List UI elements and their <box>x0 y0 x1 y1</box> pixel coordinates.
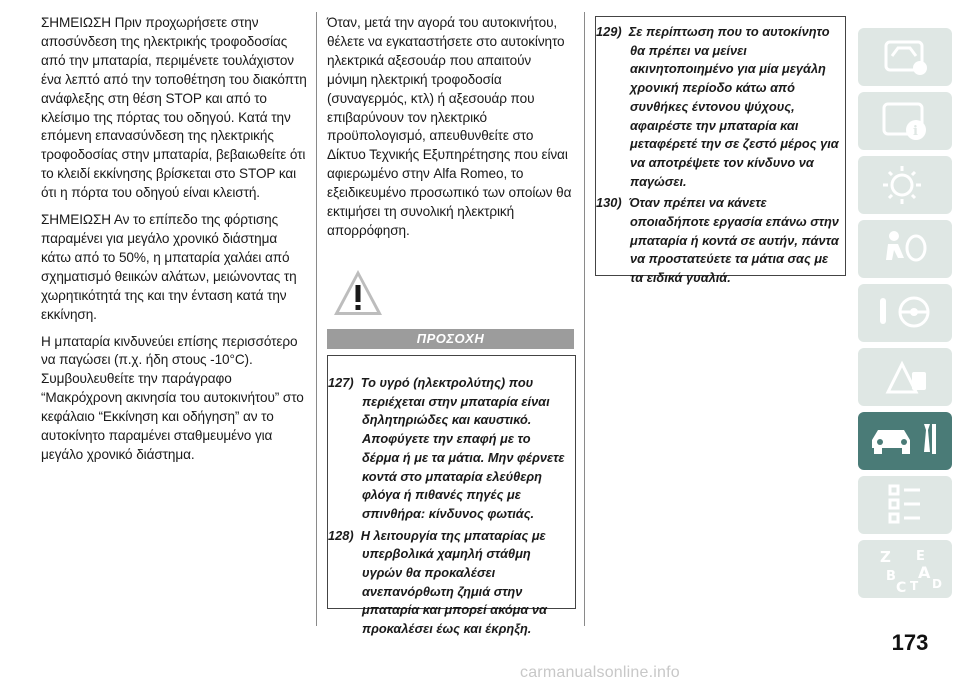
middle-text-column <box>327 14 574 249</box>
airbag-safety-icon <box>858 220 952 278</box>
left-text-column <box>41 14 309 473</box>
car-maintenance-icon <box>858 412 952 470</box>
note-text: Η λειτουργία της μπαταρίας με υπερβολικά χαμηλή στάθμη υγρών θα προκαλέσει ανεπανόρθωτη ζημιά στην μπαταρία και μπορεί ακόμα να προκαλέσει έως και έκρηξη. <box>360 527 547 637</box>
sidebar-tab-lights[interactable] <box>858 156 952 214</box>
warning-box <box>327 355 576 637</box>
sidebar-tab-dashboard[interactable] <box>858 92 952 150</box>
column-divider <box>316 12 317 626</box>
svg-text:E: E <box>916 549 925 564</box>
car-info-icon <box>858 28 952 86</box>
paragraph-freezing: Η μπαταρία κινδυνεύει επίσης περισσότερο να παγώσει (π.χ. ήδη στους -10°C). Συμβουλευθείτε την παράγραφο “Μακρόχρονη ακινησία του αυτοκινήτου” στο κεφάλαιο “Εκκίνηση και οδήγηση” αν το αυτοκίνητο παραμένει σταθμευμένο για μεγάλο χρονικό διάστημα. <box>41 333 304 462</box>
sidebar-tab-safety[interactable] <box>858 220 952 278</box>
note-text: Όταν πρέπει να κάνετε οποιαδήποτε εργασία επάνω στην μπαταρία ή κοντά σε αυτήν, πάντα να προστατεύετε τα μάτια σας με τα ειδικά γυαλιά. <box>628 195 839 286</box>
warning-note-129 <box>596 23 839 191</box>
note-number: 129) <box>596 24 622 39</box>
note-paragraph-disconnect: ΣΗΜΕΙΩΣΗ Πριν προχωρήσετε στην αποσύνδεση της ηλεκτρικής τροφοδοσίας από την μπαταρία, περιμένετε τουλάχιστον ένα λεπτό από την τοποθέτηση του διακόπτη ανάφλεξης στη θέση STOP και από το κλείσιμο της πόρτας του οδηγού. Κατά την επόμενη επανασύνδεση της ηλεκτρικής τροφοδοσίας στην μπαταρία, βεβαιωθείτε ότι το κλειδί εκκίνησης βρίσκεται στο STOP και ότι η πόρτα του οδηγού είναι κλειστή. <box>41 15 307 201</box>
note-number: 130) <box>596 195 622 211</box>
dashboard-info-icon <box>858 92 952 150</box>
svg-text:C: C <box>896 580 907 596</box>
svg-text:D: D <box>932 577 942 591</box>
emergency-warning-icon <box>858 348 952 406</box>
svg-text:B: B <box>886 569 896 584</box>
technical-data-icon <box>858 476 952 534</box>
column-divider <box>584 12 585 626</box>
warning-note-127 <box>328 374 569 524</box>
warning-note-130 <box>596 194 839 288</box>
warning-heading: ΠΡΟΣΟΧΗ <box>327 329 574 349</box>
note-number: 127) <box>328 375 354 390</box>
right-warning-box <box>595 16 846 286</box>
sidebar-tab-car-info[interactable] <box>858 28 952 86</box>
alphabetical-index-icon <box>858 540 952 598</box>
paragraph-accessories: Όταν, μετά την αγορά του αυτοκινήτου, θέλετε να εγκαταστήσετε στο αυτοκίνητο ηλεκτρικά αξεσουάρ που απαιτούν μόνιμη ηλεκτρική τροφοδοσία (συναγερμός, κτλ) ή αξεσουάρ που επιβαρύνουν τον ηλεκτρικό προϋπολογισμό, απευθυνθείτε στο Δίκτυο Τεχνικής Εξυπηρέτησης που είναι αφιερωμένο στην Alfa Romeo, το εξειδικευμένο προσωπικό των οποίων θα εκτιμήσει τη συνολική ηλεκτρική απορρόφηση. <box>327 15 572 238</box>
page-number: 173 <box>891 630 929 655</box>
svg-text:A: A <box>918 563 931 582</box>
warning-note-128 <box>328 527 569 639</box>
sidebar-tab-technical-data[interactable] <box>858 476 952 534</box>
key-steering-icon <box>858 284 952 342</box>
svg-text:Z: Z <box>880 548 891 566</box>
sidebar-tab-index[interactable] <box>858 540 952 598</box>
note-text: Το υγρό (ηλεκτρολύτης) που περιέχεται στην μπαταρία είναι δηλητηριώδες και καυστικό. Αποφύγετε την επαφή με το δέρμα ή με τα μάτια. Μην φέρνετε κοντά στο μπαταρία ελεύθερη φλόγα ή πιθανές πηγές με σπινθήρα: κίνδυνος φωτιάς. <box>360 375 565 521</box>
note-text: Σε περίπτωση που το αυτοκίνητο θα πρέπει να μείνει ακινητοποιημένο για μία μεγάλη χρονική περίοδο κάτω από συνθήκες έντονου ψύχους, αφαιρέστε την μπαταρία και μεταφέρετέ την σε ζεστό μέρος για να αποτρέψετε τον κίνδυνο να παγώσει. <box>628 24 839 189</box>
svg-text:T: T <box>910 579 919 593</box>
svg-text:i: i <box>913 124 918 139</box>
note-number: 128) <box>328 527 354 543</box>
warning-triangle-icon <box>332 268 384 318</box>
watermark: carmanualsonline.info <box>520 664 680 681</box>
lights-icon <box>858 156 952 214</box>
sidebar-tab-starting[interactable] <box>858 284 952 342</box>
sidebar-tab-emergency[interactable] <box>858 348 952 406</box>
note-paragraph-charge-level: ΣΗΜΕΙΩΣΗ Αν το επίπεδο της φόρτισης παραμένει για μεγάλο χρονικό διάστημα κάτω από το 50%, η μπαταρία χαλάει από σχηματισμό θειικών αλάτων, μειώνοντας τη χωρητικότητά της και την ένταση κατά την εκκίνηση. <box>41 212 297 322</box>
sidebar-tab-maintenance[interactable] <box>858 412 952 470</box>
